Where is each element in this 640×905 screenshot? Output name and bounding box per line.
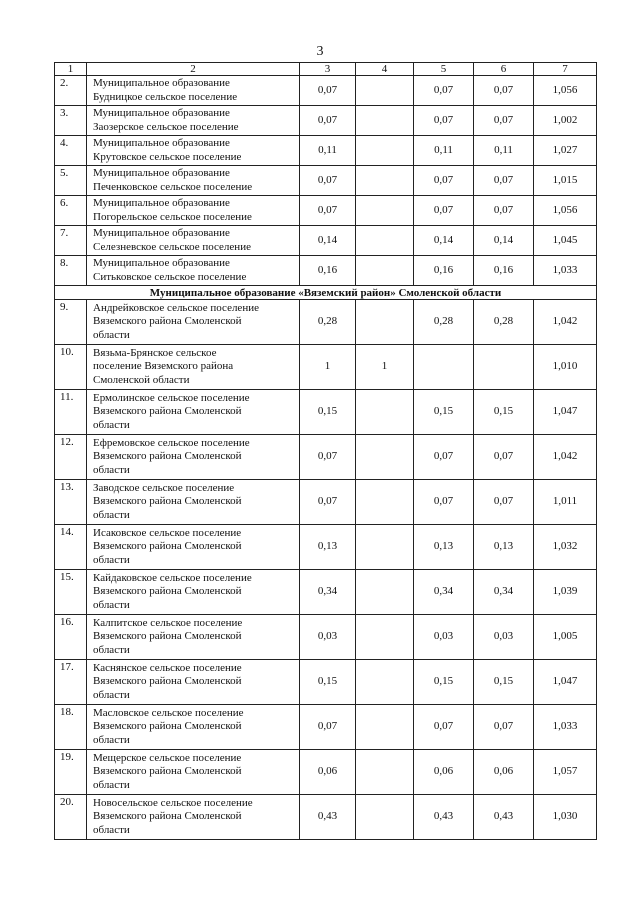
section-title: Муниципальное образование «Вяземский район» Смоленской области (55, 286, 597, 300)
value-cell-5: 0,28 (414, 300, 474, 345)
value-cell-5: 0,34 (414, 570, 474, 615)
value-cell-7: 1,005 (534, 615, 597, 660)
value-cell-4 (356, 136, 414, 166)
value-cell-7: 1,042 (534, 435, 597, 480)
value-cell-5: 0,13 (414, 525, 474, 570)
value-cell-5: 0,07 (414, 435, 474, 480)
row-number: 2. (55, 76, 87, 106)
value-cell-5 (414, 345, 474, 390)
header-cell: 6 (474, 63, 534, 76)
value-cell-3: 1 (300, 345, 356, 390)
value-cell-7: 1,027 (534, 136, 597, 166)
settlement-name-line: Вяземского района Смоленской (93, 315, 242, 328)
settlement-name (87, 750, 300, 795)
table-row (55, 525, 597, 570)
settlement-name-line: Вяземского района Смоленской (93, 810, 242, 823)
row-number: 14. (55, 525, 87, 570)
table-row (55, 480, 597, 525)
value-cell-4 (356, 750, 414, 795)
settlement-name (87, 300, 300, 345)
settlement-name-line: области (93, 688, 130, 701)
table-header-row (55, 63, 597, 76)
settlement-name-line: Муниципальное образование (93, 167, 230, 179)
header-cell: 1 (55, 63, 87, 76)
value-cell-6: 0,07 (474, 480, 534, 525)
settlement-name (87, 660, 300, 705)
section-header-row (55, 286, 597, 300)
value-cell-7: 1,057 (534, 750, 597, 795)
settlement-name-line: Муниципальное образование (93, 137, 230, 149)
value-cell-4 (356, 705, 414, 750)
value-cell-5: 0,07 (414, 166, 474, 196)
value-cell-7: 1,056 (534, 76, 597, 106)
settlement-name (87, 226, 300, 256)
settlement-name (87, 76, 300, 106)
row-number: 20. (55, 795, 87, 840)
data-table (54, 62, 597, 840)
value-cell-7: 1,045 (534, 226, 597, 256)
value-cell-3: 0,15 (300, 660, 356, 705)
header-cell: 3 (300, 63, 356, 76)
row-number: 9. (55, 300, 87, 345)
settlement-name-line: Вяземского района Смоленской (93, 585, 242, 598)
settlement-name-line: Муниципальное образование (93, 197, 230, 209)
value-cell-6: 0,11 (474, 136, 534, 166)
page-number: 3 (316, 44, 324, 59)
settlement-name-line: Ефремовское сельское поселение (93, 436, 250, 449)
value-cell-3: 0,07 (300, 480, 356, 525)
table-row (55, 570, 597, 615)
settlement-name-line: области (93, 328, 130, 341)
table-row (55, 300, 597, 345)
value-cell-3: 0,34 (300, 570, 356, 615)
settlement-name-line: Вяземского района Смоленской (93, 675, 242, 688)
table-row (55, 256, 597, 286)
value-cell-3: 0,07 (300, 705, 356, 750)
value-cell-3: 0,11 (300, 136, 356, 166)
value-cell-4 (356, 435, 414, 480)
value-cell-6: 0,16 (474, 256, 534, 286)
value-cell-4 (356, 795, 414, 840)
settlement-name-line: Заводское сельское поселение (93, 481, 235, 494)
settlement-name-line: Погорельское сельское поселение (93, 210, 252, 223)
value-cell-5: 0,07 (414, 480, 474, 525)
value-cell-5: 0,15 (414, 660, 474, 705)
value-cell-7: 1,047 (534, 660, 597, 705)
header-cell: 4 (356, 63, 414, 76)
value-cell-4 (356, 300, 414, 345)
value-cell-3: 0,07 (300, 435, 356, 480)
value-cell-3: 0,13 (300, 525, 356, 570)
value-cell-6: 0,15 (474, 390, 534, 435)
settlement-name (87, 390, 300, 435)
value-cell-6: 0,07 (474, 76, 534, 106)
value-cell-3: 0,14 (300, 226, 356, 256)
value-cell-7: 1,042 (534, 300, 597, 345)
settlement-name (87, 136, 300, 166)
table-row (55, 196, 597, 226)
value-cell-3: 0,15 (300, 390, 356, 435)
settlement-name-line: Крутовское сельское поселение (93, 150, 242, 163)
settlement-name-line: Вяземского района Смоленской (93, 450, 242, 463)
table-body (55, 63, 597, 840)
value-cell-7: 1,032 (534, 525, 597, 570)
settlement-name-line: Будницкое сельское поселение (93, 90, 238, 103)
value-cell-7: 1,011 (534, 480, 597, 525)
value-cell-4 (356, 390, 414, 435)
row-number: 11. (55, 390, 87, 435)
settlement-name (87, 345, 300, 390)
value-cell-6: 0,28 (474, 300, 534, 345)
row-number: 15. (55, 570, 87, 615)
row-number: 3. (55, 106, 87, 136)
row-number: 13. (55, 480, 87, 525)
row-number: 6. (55, 196, 87, 226)
value-cell-6: 0,06 (474, 750, 534, 795)
value-cell-6: 0,07 (474, 705, 534, 750)
settlement-name (87, 615, 300, 660)
settlement-name-line: Вяземского района Смоленской (93, 720, 242, 733)
value-cell-5: 0,03 (414, 615, 474, 660)
settlement-name-line: Каснянское сельское поселение (93, 661, 242, 674)
value-cell-5: 0,07 (414, 106, 474, 136)
value-cell-6: 0,13 (474, 525, 534, 570)
settlement-name-line: Вязьма-Брянское сельское (93, 346, 217, 359)
value-cell-4 (356, 525, 414, 570)
row-number: 19. (55, 750, 87, 795)
settlement-name-line: Вяземского района Смоленской (93, 495, 242, 508)
header-cell: 2 (87, 63, 300, 76)
value-cell-3: 0,43 (300, 795, 356, 840)
header-cell: 5 (414, 63, 474, 76)
value-cell-5: 0,07 (414, 76, 474, 106)
settlement-name (87, 570, 300, 615)
value-cell-7: 1,047 (534, 390, 597, 435)
table-row (55, 705, 597, 750)
table-row (55, 750, 597, 795)
settlement-name-line: Калпитское сельское поселение (93, 616, 243, 629)
settlement-name-line: Муниципальное образование (93, 227, 230, 239)
value-cell-5: 0,15 (414, 390, 474, 435)
value-cell-4 (356, 570, 414, 615)
value-cell-7: 1,015 (534, 166, 597, 196)
value-cell-4 (356, 106, 414, 136)
settlement-name (87, 480, 300, 525)
settlement-name-line: Заозерское сельское поселение (93, 120, 239, 133)
settlement-name-line: Муниципальное образование (93, 77, 230, 89)
settlement-name-line: области (93, 643, 130, 656)
settlement-name-line: области (93, 508, 130, 521)
value-cell-3: 0,16 (300, 256, 356, 286)
table-row (55, 106, 597, 136)
table-row (55, 226, 597, 256)
settlement-name (87, 106, 300, 136)
row-number: 7. (55, 226, 87, 256)
settlement-name-line: Селезневское сельское поселение (93, 240, 251, 253)
settlement-name-line: области (93, 463, 130, 476)
settlement-name-line: Кайдаковское сельское поселение (93, 571, 252, 584)
value-cell-7: 1,002 (534, 106, 597, 136)
settlement-name-line: Муниципальное образование (93, 257, 230, 269)
value-cell-5: 0,43 (414, 795, 474, 840)
settlement-name-line: Мещерское сельское поселение (93, 751, 242, 764)
table-row (55, 76, 597, 106)
row-number: 16. (55, 615, 87, 660)
value-cell-4 (356, 226, 414, 256)
row-number: 8. (55, 256, 87, 286)
row-number: 17. (55, 660, 87, 705)
value-cell-4 (356, 196, 414, 226)
value-cell-3: 0,03 (300, 615, 356, 660)
table-row (55, 166, 597, 196)
row-number: 5. (55, 166, 87, 196)
header-cell: 7 (534, 63, 597, 76)
settlement-name-line: Ситьковское сельское поселение (93, 270, 247, 283)
value-cell-6: 0,07 (474, 435, 534, 480)
value-cell-6: 0,43 (474, 795, 534, 840)
value-cell-4 (356, 660, 414, 705)
value-cell-6: 0,34 (474, 570, 534, 615)
settlement-name-line: Новосельское сельское поселение (93, 796, 253, 809)
table-row (55, 136, 597, 166)
settlement-name-line: Муниципальное образование (93, 107, 230, 119)
value-cell-5: 0,14 (414, 226, 474, 256)
settlement-name-line: Вяземского района Смоленской (93, 765, 242, 778)
value-cell-4 (356, 480, 414, 525)
value-cell-6: 0,07 (474, 106, 534, 136)
settlement-name-line: Вяземского района Смоленской (93, 540, 242, 553)
settlement-name-line: области (93, 733, 130, 746)
settlement-name-line: Ермолинское сельское поселение (93, 391, 250, 404)
settlement-name (87, 166, 300, 196)
settlement-name (87, 525, 300, 570)
settlement-name-line: Вяземского района Смоленской (93, 405, 242, 418)
settlement-name-line: области (93, 823, 130, 836)
table-row (55, 615, 597, 660)
value-cell-4 (356, 76, 414, 106)
settlement-name-line: области (93, 778, 130, 791)
value-cell-5: 0,07 (414, 705, 474, 750)
value-cell-4: 1 (356, 345, 414, 390)
value-cell-3: 0,07 (300, 166, 356, 196)
settlement-name-line: области (93, 553, 130, 566)
value-cell-3: 0,07 (300, 106, 356, 136)
settlement-name (87, 256, 300, 286)
value-cell-5: 0,16 (414, 256, 474, 286)
row-number: 18. (55, 705, 87, 750)
settlement-name-line: Исаковское сельское поселение (93, 526, 242, 539)
settlement-name-line: области (93, 418, 130, 431)
value-cell-4 (356, 615, 414, 660)
value-cell-4 (356, 166, 414, 196)
value-cell-6: 0,07 (474, 196, 534, 226)
settlement-name (87, 196, 300, 226)
table-row (55, 660, 597, 705)
value-cell-7: 1,033 (534, 705, 597, 750)
settlement-name (87, 795, 300, 840)
value-cell-6 (474, 345, 534, 390)
value-cell-4 (356, 256, 414, 286)
table-row (55, 435, 597, 480)
value-cell-7: 1,010 (534, 345, 597, 390)
settlement-name (87, 435, 300, 480)
value-cell-6: 0,14 (474, 226, 534, 256)
value-cell-3: 0,28 (300, 300, 356, 345)
settlement-name (87, 705, 300, 750)
settlement-name-line: Масловское сельское поселение (93, 706, 244, 719)
value-cell-6: 0,07 (474, 166, 534, 196)
row-number: 12. (55, 435, 87, 480)
table-row (55, 795, 597, 840)
settlement-name-line: Смоленской области (93, 373, 190, 386)
row-number: 10. (55, 345, 87, 390)
value-cell-3: 0,07 (300, 196, 356, 226)
table-row (55, 390, 597, 435)
value-cell-7: 1,033 (534, 256, 597, 286)
value-cell-5: 0,06 (414, 750, 474, 795)
value-cell-7: 1,039 (534, 570, 597, 615)
value-cell-6: 0,03 (474, 615, 534, 660)
settlement-name-line: Печенковское сельское поселение (93, 180, 253, 193)
value-cell-7: 1,030 (534, 795, 597, 840)
settlement-name-line: области (93, 598, 130, 611)
settlement-name-line: Андрейковское сельское поселение (93, 301, 259, 314)
value-cell-7: 1,056 (534, 196, 597, 226)
value-cell-5: 0,11 (414, 136, 474, 166)
settlement-name-line: Вяземского района Смоленской (93, 630, 242, 643)
row-number: 4. (55, 136, 87, 166)
value-cell-3: 0,06 (300, 750, 356, 795)
settlement-name-line: поселение Вяземского района (93, 360, 234, 373)
value-cell-6: 0,15 (474, 660, 534, 705)
table-row (55, 345, 597, 390)
value-cell-5: 0,07 (414, 196, 474, 226)
value-cell-3: 0,07 (300, 76, 356, 106)
